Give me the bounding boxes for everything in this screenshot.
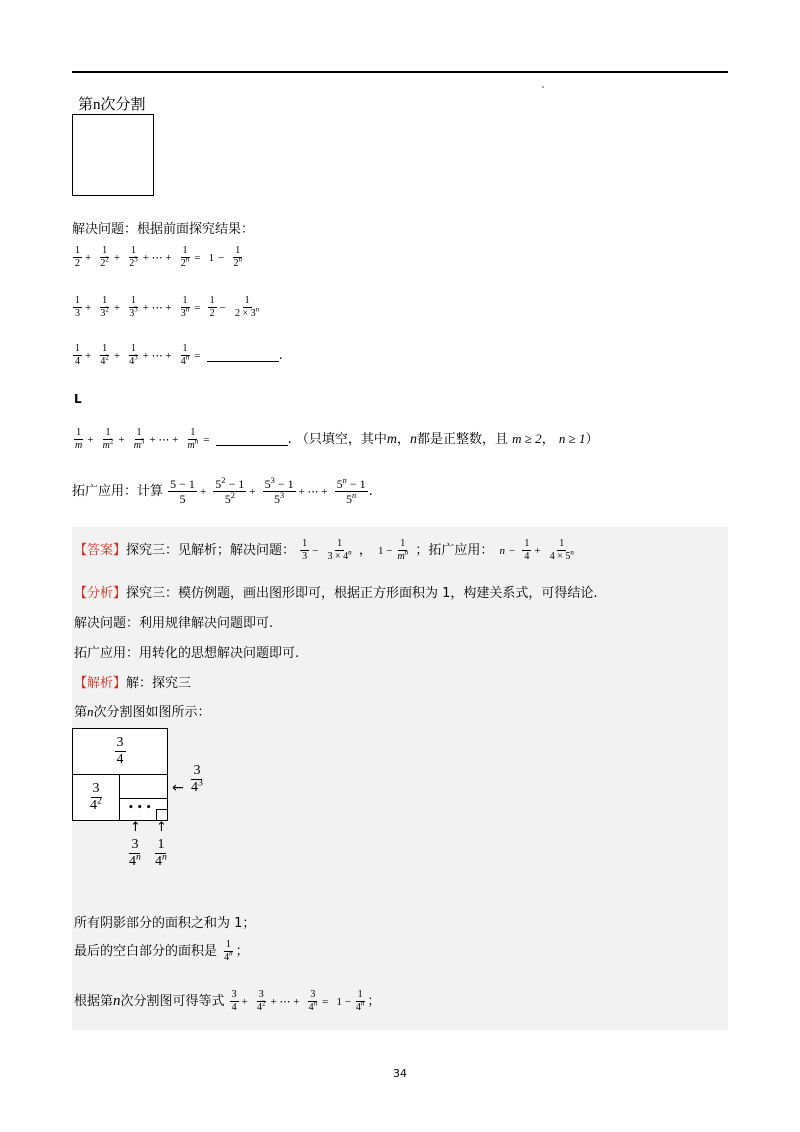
solve-heading: 解决问题：根据前面探究结果： — [72, 222, 255, 237]
sum-line: 所有阴影部分的面积之和为 1； — [74, 916, 256, 931]
arrow-up-icon: ↑ — [130, 820, 141, 835]
answer-tag: 【答案】 — [74, 543, 127, 558]
answer-sep2: ；拓广应用： — [415, 543, 494, 558]
equation-mid: 次分割图可得等式 — [120, 994, 225, 1009]
bottom-label-1 — [126, 838, 144, 869]
arrow-left-icon: ← — [172, 780, 184, 796]
page-number: 34 — [393, 1067, 407, 1080]
explain-tag: 【解析】 — [74, 676, 127, 691]
partition-figure — [72, 728, 272, 878]
fill-note-cond2: n ≥ 1 — [558, 431, 586, 446]
answer-line: 【答案】探究三：见解析；解决问题： $\frac{1}{3}$ − $\frac{1}{3 \times 4^n}$ ， 1 − $\frac{1}{m^n}$ ；拓广应用： n − $\frac{1}{4}$ + $\frac{1}{4 \times 5^n}$ — [74, 538, 574, 562]
cell-left — [72, 774, 120, 821]
formula-1: $\frac{1}{2}$ + $\frac{1}{2^2}$ + $\frac{1}{2^3}$ + ⋯ + $\frac{1}{2^n}$ = 1 − $\frac{1}{2^n}$ — [75, 245, 242, 269]
right-den: 4 — [191, 780, 198, 795]
solve-line: 解决问题：利用规律解决问题即可. — [74, 616, 274, 631]
fill-note: （只填空，其中 — [295, 432, 387, 447]
explain-line — [74, 672, 191, 691]
fill-note-rest: 都是正整数，且 — [417, 432, 509, 447]
last-blank-line: 最后的空白部分的面积是 $\frac{1}{4^n}$ ； — [74, 939, 249, 963]
arrow-up-icon: ↑ — [156, 820, 167, 835]
equation-end: ； — [367, 994, 381, 1009]
f2-rhs-den: 2 × 3 — [235, 308, 256, 319]
header-dot — [542, 86, 544, 88]
fill-note-sep: ， — [541, 432, 555, 447]
fill-note-n: n — [410, 432, 417, 447]
answer-sep1: ， — [358, 543, 372, 558]
ans-m: m — [397, 551, 405, 562]
analysis-text: 探究三：模仿例题，画出图形即可，根据正方形面积为 1，构建关系式，可得结论. — [126, 586, 598, 601]
f1-rhs-num: 1 — [235, 245, 241, 256]
answer-blank-2[interactable] — [216, 445, 288, 446]
b2-exp: n — [162, 851, 167, 863]
empty-square — [72, 114, 154, 196]
cell-right — [119, 774, 168, 799]
equation-n: n — [113, 993, 121, 1009]
right-exp: 3 — [198, 777, 203, 789]
right-num: 3 — [193, 763, 201, 778]
b2-den: 4 — [155, 854, 162, 869]
b2-num: 1 — [157, 837, 165, 852]
caption-post: 次分割图如图所示： — [93, 705, 211, 720]
ans-a-num: 1 — [302, 538, 308, 549]
fill-note-cond1: m ≥ 2 — [512, 431, 542, 446]
left-num: 3 — [92, 781, 100, 796]
caption-pre: 第 — [74, 705, 88, 720]
caption-n: n — [87, 704, 94, 719]
answer-text: 探究三：见解析；解决问题： — [126, 543, 296, 558]
left-den: 4 — [90, 798, 98, 813]
formula-3: $\frac{1}{4}$ + $\frac{1}{4^2}$ + $\frac{1}{4^3}$ + ⋯ + $\frac{1}{4^n}$ = . — [75, 343, 283, 367]
extension-label: 拓广应用：计算 — [72, 484, 164, 499]
b1-exp: n — [136, 851, 141, 863]
formula-2: $\frac{1}{3}$ + $\frac{1}{3^2}$ + $\frac{1}{3^3}$ + ⋯ + $\frac{1}{3^n}$ = $\frac{1}{2}$ − $\frac{1}{2 \times 3^n}$ — [75, 295, 260, 319]
b1-den: 4 — [129, 854, 136, 869]
top-den: 4 — [116, 752, 124, 767]
bottom-label-2 — [152, 838, 170, 869]
f3-tail: . — [278, 348, 283, 363]
header-rule — [72, 71, 728, 73]
cell-top — [72, 728, 168, 775]
extend-line: 拓广应用：用转化的思想解决问题即可. — [74, 646, 300, 661]
ans-n: n — [499, 544, 505, 557]
fill-note-end: ） — [585, 432, 599, 447]
fill-note-m: m — [386, 432, 397, 447]
f1-rhs-exp: n — [238, 255, 242, 264]
right-label — [188, 764, 206, 795]
extension-line: 拓广应用：计算 $\frac{5 - 1}{5}$ + $\frac{5^2 - 1}{5^2}$ + $\frac{5^3 - 1}{5^3}$ + ⋯ + $\frac{5^n - 1}{5^n}$ . — [72, 476, 373, 506]
stray-mark: L — [74, 392, 82, 406]
f2-rhs-b: 2 — [209, 308, 215, 319]
analysis-tag: 【分析】 — [74, 586, 127, 601]
left-exp: 2 — [97, 795, 102, 807]
f2-rhs-a: 1 — [209, 295, 215, 306]
last-blank-post: ； — [235, 944, 249, 959]
tiny-square — [156, 809, 167, 820]
ans-four: 4 — [524, 551, 530, 562]
fill-note-comma: ， — [396, 432, 410, 447]
ans-c-den: 4 × 5 — [549, 551, 571, 562]
f2-rhs-exp: n — [255, 305, 260, 314]
figure-caption — [74, 701, 211, 720]
ans-a-den: 3 — [302, 551, 308, 562]
analysis-line — [74, 582, 598, 601]
cell-bottom — [119, 798, 168, 821]
b1-num: 3 — [131, 837, 139, 852]
equation-pre: 根据第 — [74, 994, 114, 1009]
ans-b-den: 3 × 4 — [327, 551, 349, 562]
top-num: 3 — [116, 735, 124, 750]
last-blank-pre: 最后的空白部分的面积是 — [74, 944, 218, 959]
equation-line: 根据第n次分割图可得等式 $\frac{3}{4}$ + $\frac{3}{4^2}$ + ⋯ + $\frac{3}{4^n}$ = 1 − $\frac{1}{4^n}$ ； — [74, 989, 381, 1013]
explain-text: 解：探究三 — [126, 676, 192, 691]
dots: • • • — [128, 803, 152, 813]
answer-blank-1[interactable] — [207, 361, 279, 362]
section-title: 第n次分割 — [78, 97, 146, 113]
formula-4: $\frac{1}{m}$ + $\frac{1}{m^2}$ + $\frac{1}{m^3}$ + ⋯ + $\frac{1}{m^n}$ = . （只填空，其中m，n都是正整数，且 m ≥ 2， n ≥ 1） — [75, 427, 599, 451]
f1-rhs-den: 2 — [233, 258, 239, 269]
f1-rhs-a: 1 — [208, 251, 215, 264]
